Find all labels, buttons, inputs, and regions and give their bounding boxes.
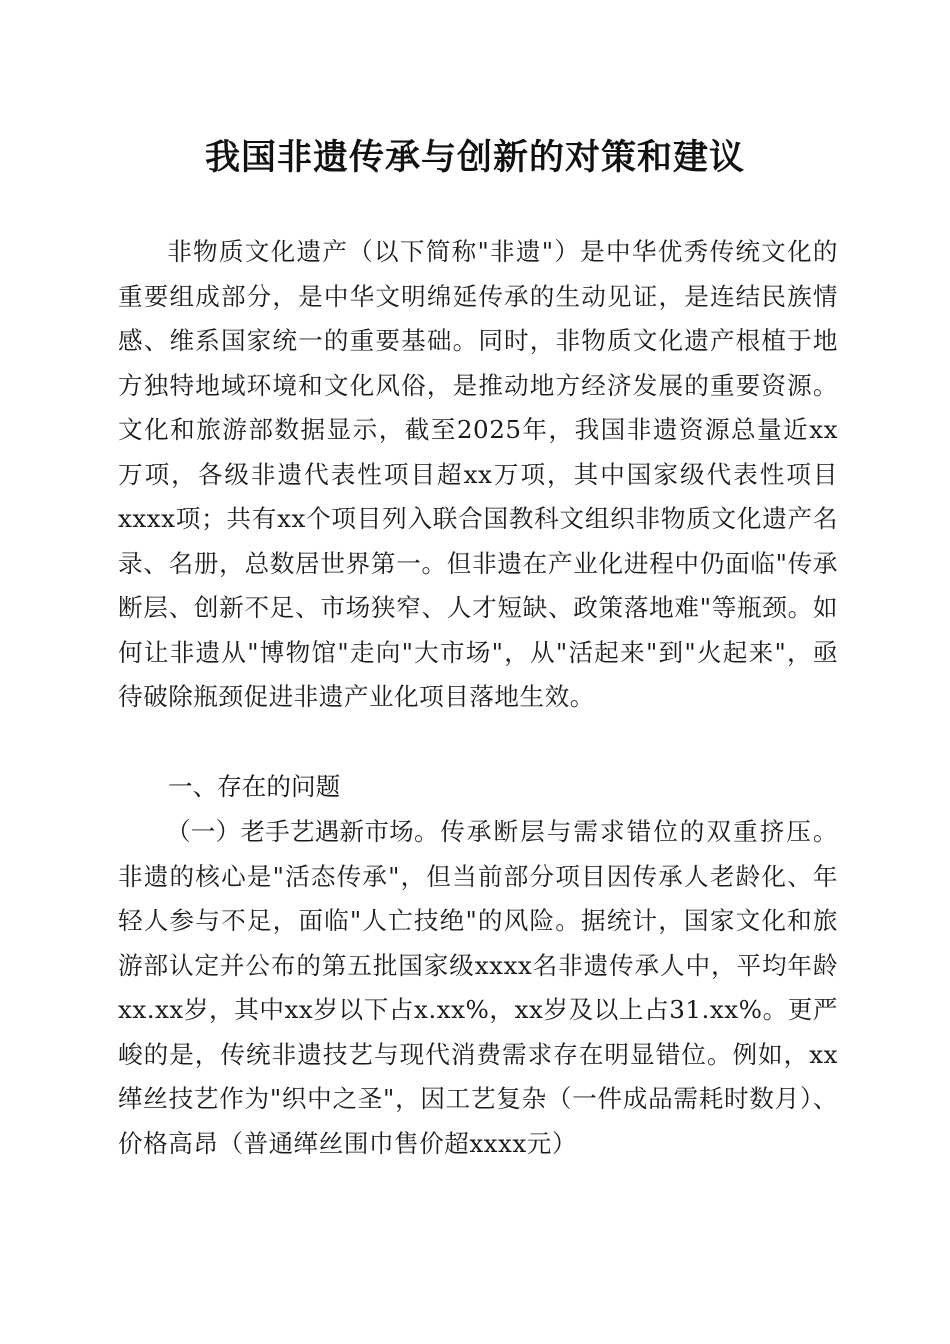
subsection-lead: （一）老手艺遇新市场。 <box>166 817 439 846</box>
subsection-body: 传承断层与需求错位的双重挤压。非遗的核心是"活态传承"，但当前部分项目因传承人老龄化、年轻人参与不足，面临"人亡技绝"的风险。据统计，国家文化和旅游部认定并公布的第五批国家级xxxx名非遗传承人中，平均年龄xx.xx岁，其中xx岁以下占x.xx%，xx岁及以上占31.xx%。更严峻的是，传统非遗技艺与现代消费需求存在明显错位。例如，xx缂丝技艺作为"织中之圣"，因工艺复杂（一件成品需耗时数月）、价格高昂（普通缂丝围巾售价超xxxx元） <box>118 817 838 1158</box>
subsection-paragraph <box>118 810 838 1166</box>
document-title: 我国非遗传承与创新的对策和建议 <box>204 137 745 178</box>
intro-paragraph: 非物质文化遗产（以下简称"非遗"）是中华优秀传统文化的重要组成部分，是中华文明绵延传承的生动见证，是连结民族情感、维系国家统一的重要基础。同时，非物质文化遗产根植于地方独特地域环境和文化风俗，是推动地方经济发展的重要资源。文化和旅游部数据显示，截至2025年，我国非遗资源总量近xx万项，各级非遗代表性项目超xx万项，其中国家级代表性项目xxxx项；共有xx个项目列入联合国教科文组织非物质文化遗产名录、名册，总数居世界第一。但非遗在产业化进程中仍面临"传承断层、创新不足、市场狭窄、人才短缺、政策落地难"等瓶颈。如何让非遗从"博物馆"走向"大市场"，从"活起来"到"火起来"，亟待破除瓶颈促进非遗产业化项目落地生效。 <box>118 237 838 711</box>
section-heading: 一、存在的问题 <box>168 772 341 801</box>
